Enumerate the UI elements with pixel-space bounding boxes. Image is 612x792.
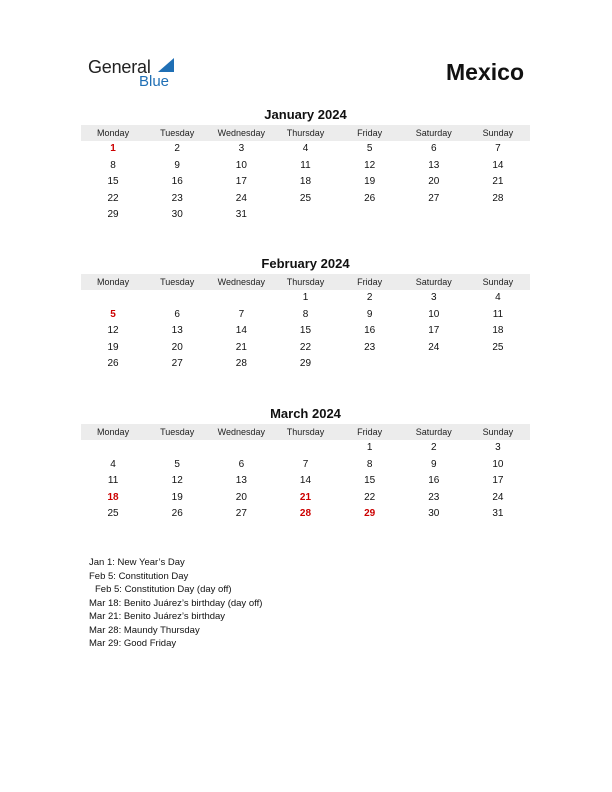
day-cell: 12 [107,325,119,336]
holiday-list-item: Mar 21: Benito Juárez’s birthday [89,611,226,622]
day-cell: 7 [495,143,501,154]
week-row [81,506,530,523]
day-cell: 11 [107,475,119,486]
empty-day-cell [81,290,145,307]
empty-day-cell [402,356,466,373]
weekday-header: Saturday [415,277,452,287]
week-row [81,290,530,307]
empty-day-cell [338,356,402,373]
empty-day-cell [145,440,209,457]
day-cell: 9 [430,458,437,470]
day-cell: 26 [171,508,183,519]
day-cell: 14 [299,475,312,486]
day-cell: 22 [364,491,376,503]
logo-text-general: General [88,57,151,77]
day-cell: 28 [299,508,312,519]
empty-day-cell [273,207,337,224]
day-cell: 4 [302,143,309,154]
day-cell: 20 [428,176,440,187]
weekday-header: Tuesday [160,277,195,287]
weekday-header: Sunday [482,277,514,287]
weekday-header: Sunday [482,128,514,138]
day-cell: 8 [110,159,116,171]
empty-day-cell [145,290,209,307]
day-cell: 10 [492,458,504,470]
country-title: Mexico [446,59,524,85]
day-cell: 1 [366,442,373,453]
day-cell: 8 [302,308,309,320]
day-cell: 6 [174,308,180,320]
weekday-header: Friday [357,427,383,437]
weekday-header: Friday [357,128,383,138]
weekday-header: Thursday [286,277,325,287]
day-cell: 1 [302,292,309,303]
week-row [81,207,530,224]
logo-triangle-icon [158,58,174,72]
empty-day-cell [209,290,273,307]
day-cell: 27 [428,192,440,204]
day-cell: 20 [171,341,183,353]
day-cell: 18 [107,491,119,503]
day-cell: 23 [364,341,376,353]
week-row [81,158,530,175]
week-row [81,440,530,457]
day-cell: 10 [235,159,247,171]
day-cell: 11 [300,159,311,171]
day-cell: 29 [299,358,312,369]
day-cell: 5 [366,143,373,154]
month-calendar-february [81,256,530,373]
day-cell: 14 [492,159,504,171]
day-cell: 28 [492,192,504,204]
weekday-header: Tuesday [160,128,195,138]
day-cell: 22 [107,192,119,204]
holiday-list-item: Feb 5: Constitution Day (day off) [95,584,232,595]
day-cell: 19 [107,341,119,353]
day-cell: 21 [235,341,247,353]
holiday-list-item: Mar 29: Good Friday [89,638,177,649]
day-cell: 26 [364,192,376,204]
day-cell: 21 [492,176,504,187]
weekday-header: Sunday [482,427,514,437]
logo-text-blue: Blue [139,73,170,90]
day-cell: 31 [492,508,504,519]
day-cell: 12 [364,159,376,171]
day-cell: 24 [492,491,504,503]
day-cell: 23 [428,491,440,503]
day-cell: 28 [235,358,247,369]
week-row [81,356,530,373]
holiday-list-item: Feb 5: Constitution Day [89,570,189,582]
day-cell: 3 [238,143,245,154]
week-row [81,473,530,490]
day-cell: 17 [235,176,247,187]
day-cell: 15 [299,325,312,336]
empty-day-cell [402,207,466,224]
day-cell: 27 [235,508,247,519]
week-row [81,141,530,158]
weekday-header: Monday [97,128,130,138]
day-cell: 10 [428,308,440,320]
day-cell: 9 [174,159,180,171]
week-row [81,457,530,474]
day-cell: 24 [235,192,247,204]
weekday-header: Thursday [286,427,325,437]
weekday-header: Thursday [286,128,325,138]
month-calendar-january [81,107,530,224]
week-row [81,323,530,340]
weekday-header: Monday [97,277,130,287]
day-cell: 30 [428,508,440,519]
day-cell: 1 [110,143,116,154]
day-cell: 13 [428,159,440,171]
holiday-list-item: Mar 28: Maundy Thursday [89,624,200,636]
day-cell: 12 [171,475,183,486]
day-cell: 3 [495,442,501,453]
day-cell: 4 [110,458,116,470]
weekday-header-row [81,424,530,440]
day-cell: 16 [364,325,376,336]
empty-day-cell [273,440,337,457]
day-cell: 27 [171,358,183,369]
day-cell: 2 [366,292,373,303]
month-title: March 2024 [270,406,341,421]
holiday-list-item: Mar 18: Benito Juárez’s birthday (day off) [89,597,263,609]
day-cell: 11 [492,308,504,320]
week-row [81,191,530,208]
day-cell: 18 [299,176,312,187]
weekday-header: Monday [97,427,130,437]
day-cell: 31 [235,209,247,220]
day-cell: 4 [495,292,501,303]
day-cell: 13 [235,475,247,486]
day-cell: 5 [110,308,116,320]
day-cell: 21 [299,491,312,503]
day-cell: 30 [171,209,183,220]
weeks [81,141,530,224]
week-row [81,174,530,191]
weekday-header: Wednesday [217,427,266,437]
day-cell: 5 [174,458,180,470]
day-cell: 7 [238,308,245,320]
day-cell: 25 [492,341,504,353]
day-cell: 16 [428,475,440,486]
day-cell: 24 [428,341,440,353]
holiday-list [89,556,262,651]
weekday-header: Saturday [415,128,452,138]
empty-day-cell [466,207,530,224]
day-cell: 6 [430,143,437,154]
day-cell: 29 [364,508,376,519]
day-cell: 20 [235,491,247,503]
empty-day-cell [466,356,530,373]
day-cell: 23 [171,192,183,204]
empty-day-cell [338,207,402,224]
weeks [81,440,530,523]
month-title: February 2024 [261,256,350,271]
day-cell: 9 [366,308,373,320]
day-cell: 25 [299,192,312,204]
weeks [81,290,530,373]
day-cell: 2 [430,442,437,453]
day-cell: 16 [171,176,183,187]
month-calendar-march [81,406,530,523]
day-cell: 19 [171,491,183,503]
weekday-header-row [81,125,530,141]
day-cell: 15 [364,475,376,486]
day-cell: 17 [492,475,504,486]
day-cell: 7 [302,458,309,470]
day-cell: 19 [364,176,376,187]
weekday-header: Saturday [415,427,452,437]
day-cell: 17 [428,325,440,336]
week-row [81,340,530,357]
weekday-header: Tuesday [160,427,195,437]
day-cell: 29 [107,209,119,220]
generalblue-logo [88,55,188,91]
day-cell: 25 [107,508,119,519]
weekday-header: Wednesday [217,128,266,138]
empty-day-cell [209,440,273,457]
week-row [81,490,530,507]
day-cell: 3 [430,292,437,303]
day-cell: 26 [107,358,119,369]
day-cell: 15 [107,176,119,187]
weekday-header: Wednesday [217,277,266,287]
day-cell: 22 [299,341,312,353]
holiday-list-item: Jan 1: New Year’s Day [89,557,185,568]
empty-day-cell [81,440,145,457]
day-cell: 14 [235,325,247,336]
day-cell: 2 [174,143,180,154]
week-row [81,307,530,324]
day-cell: 8 [366,458,373,470]
day-cell: 13 [171,325,183,336]
month-title: January 2024 [264,107,347,122]
weekday-header-row [81,274,530,290]
weekday-header: Friday [357,277,383,287]
day-cell: 6 [238,458,245,470]
day-cell: 18 [492,325,504,336]
